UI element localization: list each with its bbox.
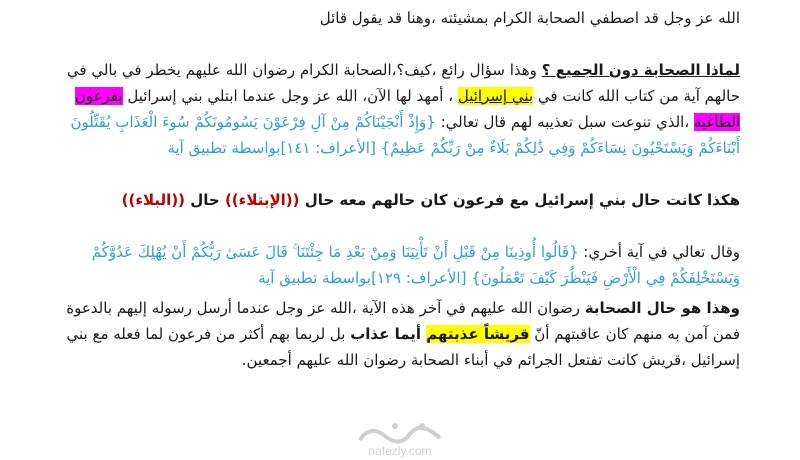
red-term-ibtilaa: ((الإبتلاء)): [224, 191, 300, 209]
paragraph-companions-state: [60, 295, 740, 373]
question-heading: لماذا الصحابة دون الجميع ؟: [541, 61, 740, 79]
text-run: رضوان الله عليهم في آخر هذه الآية ،الله عز وجل عندما أرسل رسوله إليهم بالدعوة فمن آمن به منهم كان عاقبتهم أنّ: [66, 299, 740, 343]
paragraph-why-companions: [60, 57, 740, 161]
red-term-balaa: ((البلاء)): [121, 191, 186, 209]
bold-phrase: وهذا هو حال الصحابة: [584, 299, 740, 317]
paragraph-another-verse: [60, 239, 740, 291]
text-run: بل لربما بهم أكثر من فرعون لما فعله مع بني إسرائيل ،قريش كانت تفتعل الجرائم في أبناء الصحابة رضوان الله عليهم أجمعين.: [66, 325, 740, 369]
watermark-logo-icon: [340, 420, 460, 448]
watermark-logo: [340, 420, 460, 460]
watermark-text: nafezly.com: [368, 444, 432, 458]
quran-verse-129: {قَالُوا أُوذِينَا مِنْ قَبْلِ أَنْ تَأْتِيَنَا وَمِنْ بَعْدِ مَا جِئْتَنَا ۚ قَالَ عَسَىٰ رَبُّكُمْ أَنْ يُهْلِكَ عَدُوَّكُمْ وَيَسْتَخْلِفَكُمْ فِي الْأَرْضِ فَيَنْظُرَ كَيْفَ تَعْمَلُونَ} [الأعراف: ١٢٩]بواسطة تطبيق آية: [91, 243, 740, 287]
text-run: هكذا كانت حال بني إسرائيل مع فرعون كان حالهم معه حال: [299, 191, 740, 209]
highlight-bani-israel: بني إسرائيل: [457, 87, 534, 105]
document-body: [60, 0, 740, 373]
intro-line: الله عز وجل قد اصطفي الصحابة الكرام بمشيئته ،وهنا قد يقول قائل: [319, 9, 740, 27]
quran-verse-141: {وَإِذْ أَنْجَيْنَاكُمْ مِنْ آلِ فِرْعَوْنَ يَسُومُونَكُمْ سُوءَ الْعَذَابِ يُقَتِّلُونَ أَبْنَاءَكُمْ وَيَسْتَحْيُونَ نِسَاءَكُمْ وَفِي ذَٰلِكُمْ بَلَاءٌ مِنْ رَبِّكُمْ عَظِيمٌ} [الأعراف: ١٤١]بواسطة تطبيق آية: [70, 113, 740, 157]
text-run: وقال تعالي في آية أخري:: [578, 243, 740, 261]
text-run: حال: [185, 191, 225, 209]
text-run: ، أمهد لها الآن، الله عز وجل عندما ابتلي بني إسرائيل: [122, 87, 458, 105]
highlight-pharaoh: بفرعون الطاغية: [74, 87, 740, 131]
highlight-quraysh: قريشاً عذبتهم: [426, 325, 530, 343]
text-run: وهذا سؤال رائع ،كيف؟،الصحابة الكرام رضوان الله عليهم يخطر في بالي في حالهم آية من كتاب الله كانت في: [66, 61, 740, 105]
text-run: ،الذي تنوعت سبل تعذيبه لهم قال تعالي:: [435, 113, 694, 131]
paragraph-israel-state: [60, 187, 740, 213]
bold-phrase: أيما عذاب: [350, 325, 427, 343]
